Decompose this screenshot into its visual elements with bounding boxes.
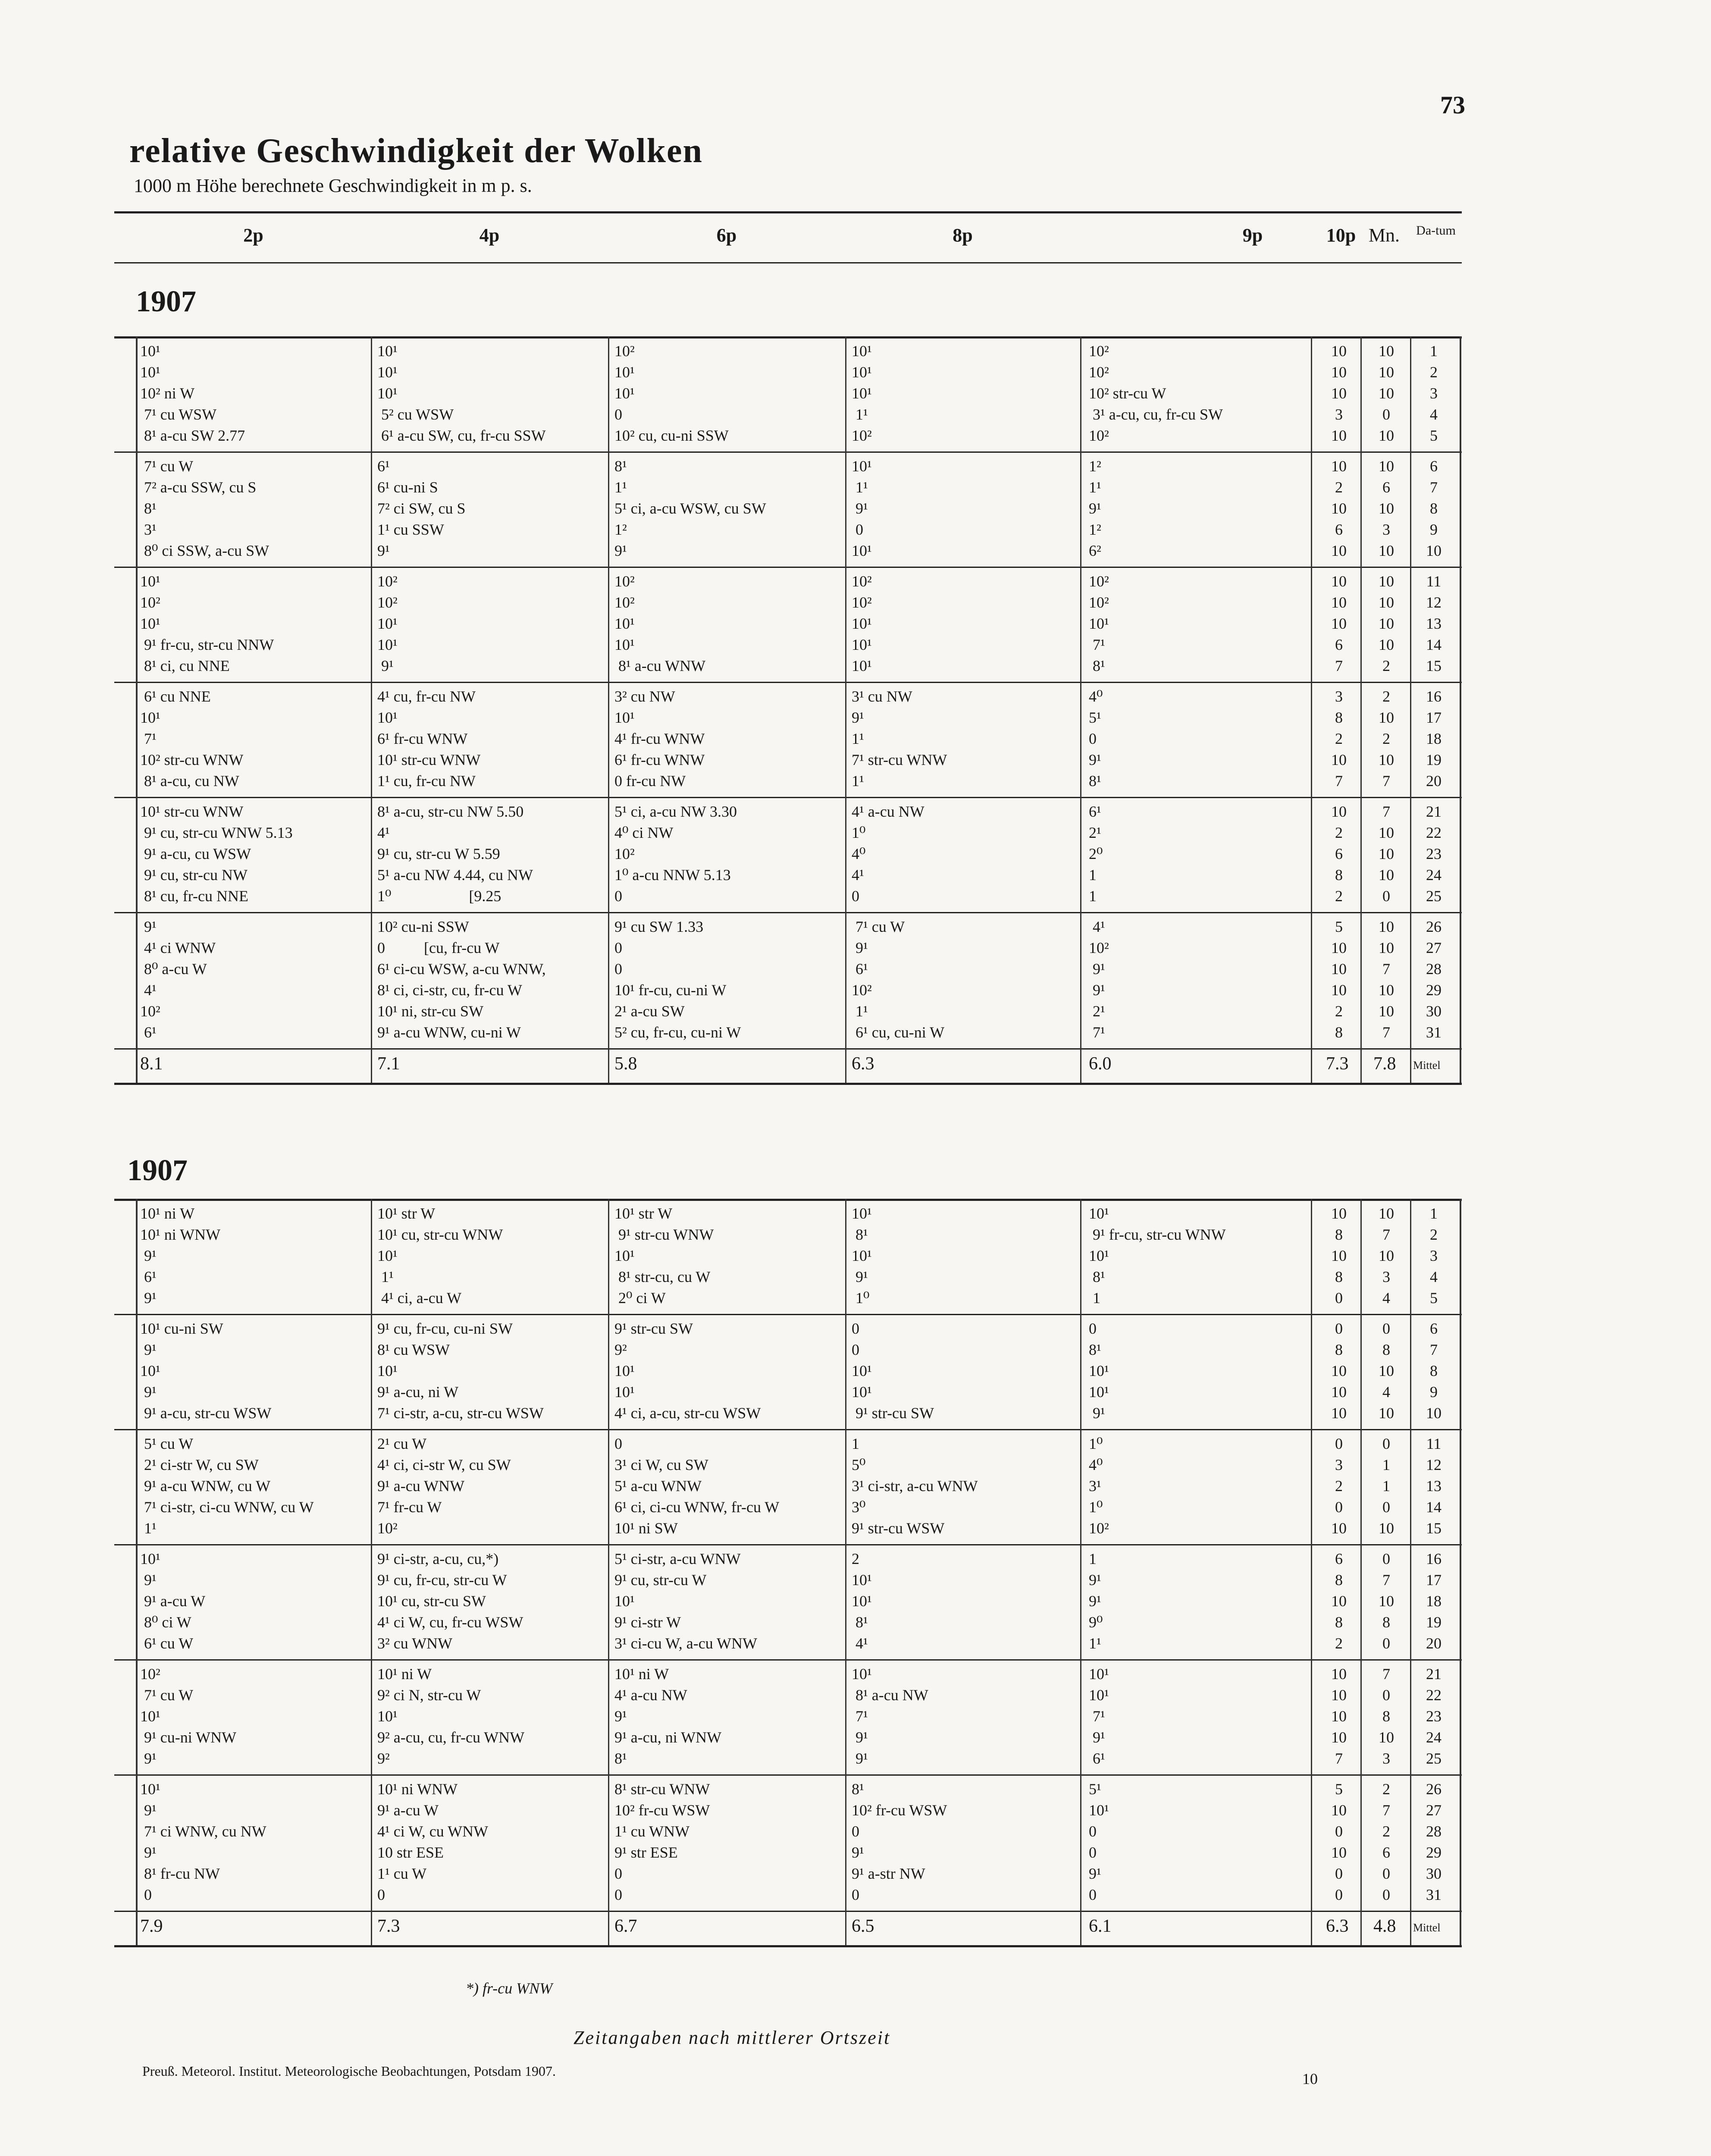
page-number: 73 bbox=[1440, 91, 1465, 119]
cloud-cell: 9¹ ci-str, a-cu, cu,*) 9¹ cu, fr-cu, str-cu W 10¹ cu, str-cu SW 4¹ ci W, cu, fr-cu WSW 3² cu WNW bbox=[377, 1550, 523, 1652]
value-mn: 8 bbox=[1382, 1614, 1390, 1631]
mittel-value: 5.8 bbox=[614, 1054, 637, 1074]
cloud-cell: 0 8¹ 10¹ 10¹ 9¹ bbox=[1089, 1320, 1109, 1422]
date-cell: 3 bbox=[1430, 1247, 1438, 1264]
cloud-cell: 10¹ 10¹ 10¹ 1¹ 10² bbox=[852, 342, 872, 444]
cloud-cell: 10² 10² 10¹ 10¹ 9¹ bbox=[377, 573, 398, 674]
cloud-cell: 9¹ 4¹ ci WNW 8⁰ a-cu W 4¹ 10² 6¹ bbox=[140, 918, 216, 1041]
date-cell: 31 bbox=[1426, 1024, 1442, 1041]
value-mn: 2 bbox=[1382, 688, 1390, 705]
value-10p: 10 bbox=[1331, 573, 1347, 590]
date-cell: 14 bbox=[1426, 636, 1442, 653]
date-cell: 7 bbox=[1430, 1341, 1438, 1358]
value-mn: 0 bbox=[1382, 1498, 1390, 1516]
value-10p: 5 bbox=[1335, 918, 1343, 935]
mittel-value: 7.8 bbox=[1373, 1054, 1396, 1074]
value-10p: 6 bbox=[1335, 1550, 1343, 1567]
mittel-label: Mittel bbox=[1413, 1921, 1441, 1934]
value-10p: 6 bbox=[1335, 636, 1343, 653]
date-cell: 9 bbox=[1430, 521, 1438, 538]
value-10p: 2 bbox=[1335, 887, 1343, 905]
value-10p: 3 bbox=[1335, 406, 1343, 423]
mittel-value: 6.3 bbox=[852, 1054, 874, 1074]
date-cell: 10 bbox=[1426, 1404, 1442, 1422]
cloud-cell: 1⁰ 4⁰ 3¹ 1⁰ 10² bbox=[1089, 1435, 1109, 1537]
cloud-cell: 1 9¹ 9¹ 9⁰ 1¹ bbox=[1089, 1550, 1103, 1652]
cloud-cell: 8¹ a-cu, str-cu NW 5.50 4¹ 9¹ cu, str-cu W 5.59 5¹ a-cu NW 4.44, cu NW 1⁰ [9.25 bbox=[377, 803, 533, 905]
value-10p: 10 bbox=[1331, 981, 1347, 999]
section-1907-b bbox=[114, 1121, 1462, 1979]
value-10p: 10 bbox=[1331, 1686, 1347, 1704]
date-cell: 16 bbox=[1426, 688, 1442, 705]
value-mn: 2 bbox=[1382, 730, 1390, 747]
value-10p: 10 bbox=[1331, 1802, 1347, 1819]
cloud-cell: 10¹ cu-ni SW 9¹ 10¹ 9¹ 9¹ a-cu, str-cu WSW bbox=[140, 1320, 272, 1422]
value-mn: 10 bbox=[1379, 615, 1394, 632]
column-header-6p: 6p bbox=[716, 225, 737, 246]
value-10p: 10 bbox=[1331, 939, 1347, 956]
value-mn: 10 bbox=[1379, 385, 1394, 402]
date-cell: 29 bbox=[1426, 981, 1442, 999]
column-header-datum: Da-tum bbox=[1416, 223, 1456, 238]
value-mn: 7 bbox=[1382, 1571, 1390, 1589]
date-cell: 12 bbox=[1426, 1456, 1442, 1473]
date-cell: 2 bbox=[1430, 364, 1438, 381]
cloud-cell: 1² 1¹ 9¹ 1² 6² bbox=[1089, 458, 1101, 559]
value-mn: 3 bbox=[1382, 1750, 1390, 1767]
column-header-2p: 2p bbox=[243, 225, 263, 246]
cloud-cell: 5¹ 10¹ 0 0 9¹ 0 bbox=[1089, 1780, 1109, 1903]
column-header-row bbox=[114, 211, 1462, 265]
value-mn: 1 bbox=[1382, 1477, 1390, 1495]
value-10p: 10 bbox=[1331, 1383, 1347, 1401]
cloud-cell: 10² 10² 10¹ 10¹ 10¹ bbox=[852, 573, 872, 674]
value-mn: 10 bbox=[1379, 542, 1394, 559]
date-cell: 29 bbox=[1426, 1844, 1442, 1861]
value-10p: 3 bbox=[1335, 688, 1343, 705]
value-mn: 10 bbox=[1379, 845, 1394, 862]
value-mn: 7 bbox=[1382, 1226, 1390, 1243]
cloud-cell: 10¹ ni WNW 9¹ a-cu W 4¹ ci W, cu WNW 10 str ESE 1¹ cu W 0 bbox=[377, 1780, 489, 1903]
cloud-cell: 10¹ ni W 4¹ a-cu NW 9¹ 9¹ a-cu, ni WNW 8¹ bbox=[614, 1665, 722, 1767]
cloud-cell: 8¹ str-cu WNW 10² fr-cu WSW 1¹ cu WNW 9¹ str ESE 0 0 bbox=[614, 1780, 710, 1903]
value-mn: 10 bbox=[1379, 636, 1394, 653]
value-mn: 0 bbox=[1382, 1550, 1390, 1567]
cloud-cell: 10² 10² 10¹ 10¹ 8¹ a-cu WNW bbox=[614, 573, 706, 674]
date-cell: 25 bbox=[1426, 887, 1442, 905]
mittel-value: 7.3 bbox=[377, 1916, 400, 1936]
mittel-label: Mittel bbox=[1413, 1059, 1441, 1072]
column-header-8p: 8p bbox=[953, 225, 973, 246]
date-cell: 10 bbox=[1426, 542, 1442, 559]
value-mn: 10 bbox=[1379, 939, 1394, 956]
cloud-cell: 10² 10² 10¹ 7¹ 8¹ bbox=[1089, 573, 1109, 674]
date-cell: 11 bbox=[1426, 1435, 1442, 1452]
date-cell: 27 bbox=[1426, 1802, 1442, 1819]
value-10p: 2 bbox=[1335, 1477, 1343, 1495]
value-mn: 10 bbox=[1379, 427, 1394, 444]
value-mn: 0 bbox=[1382, 1886, 1390, 1903]
value-10p: 10 bbox=[1331, 960, 1347, 978]
mittel-value: 7.1 bbox=[377, 1054, 400, 1074]
value-10p: 10 bbox=[1331, 364, 1347, 381]
value-mn: 4 bbox=[1382, 1383, 1390, 1401]
mittel-value: 6.3 bbox=[1326, 1916, 1349, 1936]
value-mn: 10 bbox=[1379, 709, 1394, 726]
cloud-cell: 3² cu NW 10¹ 4¹ fr-cu WNW 6¹ fr-cu WNW 0 fr-cu NW bbox=[614, 688, 705, 790]
value-10p: 8 bbox=[1335, 1571, 1343, 1589]
mittel-value: 7.9 bbox=[140, 1916, 163, 1936]
mittel-value: 8.1 bbox=[140, 1054, 163, 1074]
cloud-cell: 10¹ 8¹ 10¹ 9¹ 1⁰ bbox=[852, 1205, 872, 1307]
value-10p: 10 bbox=[1331, 1844, 1347, 1861]
date-cell: 23 bbox=[1426, 845, 1442, 862]
cloud-cell: 10² 10² 10² str-cu W 3¹ a-cu, cu, fr-cu SW 10² bbox=[1089, 342, 1223, 444]
value-mn: 10 bbox=[1379, 824, 1394, 841]
value-mn: 10 bbox=[1379, 364, 1394, 381]
mittel-value: 6.5 bbox=[852, 1916, 874, 1936]
date-cell: 23 bbox=[1426, 1708, 1442, 1725]
value-mn: 10 bbox=[1379, 1205, 1394, 1222]
value-10p: 0 bbox=[1335, 1498, 1343, 1516]
date-cell: 5 bbox=[1430, 427, 1438, 444]
date-cell: 31 bbox=[1426, 1886, 1442, 1903]
date-cell: 25 bbox=[1426, 1750, 1442, 1767]
cloud-cell: 10¹ ni W 9² ci N, str-cu W 10¹ 9² a-cu, cu, fr-cu WNW 9² bbox=[377, 1665, 525, 1767]
value-mn: 6 bbox=[1382, 479, 1390, 496]
cloud-cell: 10¹ str W 9¹ str-cu WNW 10¹ 8¹ str-cu, cu W 2⁰ ci W bbox=[614, 1205, 714, 1307]
value-mn: 7 bbox=[1382, 772, 1390, 790]
date-cell: 7 bbox=[1430, 479, 1438, 496]
cloud-cell: 8¹ 1¹ 5¹ ci, a-cu WSW, cu SW 1² 9¹ bbox=[614, 458, 766, 559]
cloud-cell: 10¹ 10¹ 10¹ 5² cu WSW 6¹ a-cu SW, cu, fr-cu SSW bbox=[377, 342, 546, 444]
value-10p: 10 bbox=[1331, 342, 1347, 360]
value-mn: 0 bbox=[1382, 406, 1390, 423]
cloud-cell: 9¹ cu, fr-cu, cu-ni SW 8¹ cu WSW 10¹ 9¹ a-cu, ni W 7¹ ci-str, a-cu, str-cu WSW bbox=[377, 1320, 544, 1422]
cloud-cell: 5¹ cu W 2¹ ci-str W, cu SW 9¹ a-cu WNW, cu W 7¹ ci-str, ci-cu WNW, cu W 1¹ bbox=[144, 1435, 314, 1537]
cloud-cell: 5¹ ci, a-cu NW 3.30 4⁰ ci NW 10² 1⁰ a-cu NNW 5.13 0 bbox=[614, 803, 737, 905]
value-mn: 7 bbox=[1382, 1024, 1390, 1041]
value-10p: 10 bbox=[1331, 803, 1347, 820]
value-10p: 10 bbox=[1331, 458, 1347, 475]
date-cell: 26 bbox=[1426, 1780, 1442, 1798]
value-10p: 10 bbox=[1331, 542, 1347, 559]
value-mn: 10 bbox=[1379, 751, 1394, 768]
value-10p: 8 bbox=[1335, 866, 1343, 884]
date-cell: 13 bbox=[1426, 615, 1442, 632]
value-10p: 2 bbox=[1335, 479, 1343, 496]
date-cell: 21 bbox=[1426, 803, 1442, 820]
cloud-cell: 10¹ 8¹ a-cu NW 7¹ 9¹ 9¹ bbox=[852, 1665, 928, 1767]
value-10p: 10 bbox=[1331, 385, 1347, 402]
date-cell: 26 bbox=[1426, 918, 1442, 935]
value-mn: 8 bbox=[1382, 1341, 1390, 1358]
value-10p: 10 bbox=[1331, 500, 1347, 517]
column-header-9p: 9p bbox=[1242, 225, 1263, 246]
date-cell: 22 bbox=[1426, 1686, 1442, 1704]
value-10p: 7 bbox=[1335, 772, 1343, 790]
value-10p: 0 bbox=[1335, 1886, 1343, 1903]
cloud-cell: 10¹ 10² 10¹ 9¹ fr-cu, str-cu NNW 8¹ ci, cu NNE bbox=[140, 573, 274, 674]
date-cell: 4 bbox=[1430, 406, 1438, 423]
value-mn: 0 bbox=[1382, 1635, 1390, 1652]
date-cell: 5 bbox=[1430, 1289, 1438, 1307]
cloud-cell: 10² 10¹ 10¹ 0 10² cu, cu-ni SSW bbox=[614, 342, 729, 444]
value-mn: 7 bbox=[1382, 960, 1390, 978]
value-mn: 0 bbox=[1382, 1320, 1390, 1337]
value-10p: 7 bbox=[1335, 657, 1343, 674]
value-10p: 10 bbox=[1331, 1520, 1347, 1537]
section-1907-a bbox=[114, 265, 1462, 1128]
cloud-cell: 4⁰ 5¹ 0 9¹ 8¹ bbox=[1089, 688, 1103, 790]
date-cell: 8 bbox=[1430, 500, 1438, 517]
value-10p: 8 bbox=[1335, 1226, 1343, 1243]
cloud-cell: 5¹ ci-str, a-cu WNW 9¹ cu, str-cu W 10¹ 9¹ ci-str W 3¹ ci-cu W, a-cu WNW bbox=[614, 1550, 758, 1652]
footnote: *) fr-cu WNW bbox=[466, 1980, 553, 1997]
value-10p: 7 bbox=[1335, 1750, 1343, 1767]
date-cell: 9 bbox=[1430, 1383, 1438, 1401]
date-cell: 3 bbox=[1430, 385, 1438, 402]
value-mn: 10 bbox=[1379, 342, 1394, 360]
value-10p: 10 bbox=[1331, 751, 1347, 768]
value-mn: 7 bbox=[1382, 1802, 1390, 1819]
mittel-value: 6.7 bbox=[614, 1916, 637, 1936]
cloud-cell: 10¹ 9¹ 9¹ a-cu W 8⁰ ci W 6¹ cu W bbox=[140, 1550, 206, 1652]
time-note: Zeitangaben nach mittlerer Ortszeit bbox=[573, 2027, 891, 2048]
bottom-number: 10 bbox=[1302, 2070, 1318, 2087]
date-cell: 18 bbox=[1426, 1592, 1442, 1610]
date-cell: 28 bbox=[1426, 1823, 1442, 1840]
value-mn: 0 bbox=[1382, 887, 1390, 905]
cloud-cell: 9¹ cu SW 1.33 0 0 10¹ fr-cu, cu-ni W 2¹ a-cu SW 5² cu, fr-cu, cu-ni W bbox=[614, 918, 741, 1041]
value-10p: 0 bbox=[1335, 1289, 1343, 1307]
date-cell: 30 bbox=[1426, 1003, 1442, 1020]
value-10p: 8 bbox=[1335, 1341, 1343, 1358]
cloud-cell: 10¹ ni W 10¹ ni WNW 9¹ 6¹ 9¹ bbox=[140, 1205, 221, 1307]
value-mn: 2 bbox=[1382, 657, 1390, 674]
value-mn: 10 bbox=[1379, 500, 1394, 517]
cloud-cell: 10¹ 9¹ 7¹ ci WNW, cu NW 9¹ 8¹ fr-cu NW 0 bbox=[140, 1780, 266, 1903]
cloud-cell: 10¹ 10¹ 7¹ 9¹ 6¹ bbox=[1089, 1665, 1109, 1767]
source-line: Preuß. Meteorol. Institut. Meteorologische Beobachtungen, Potsdam 1907. bbox=[142, 2063, 556, 2079]
cloud-cell: 1 5⁰ 3¹ ci-str, a-cu WNW 3⁰ 9¹ str-cu WSW bbox=[852, 1435, 978, 1537]
cloud-cell: 4¹ 10² 9¹ 9¹ 2¹ 7¹ bbox=[1089, 918, 1109, 1041]
cloud-cell: 4¹ cu, fr-cu NW 10¹ 6¹ fr-cu WNW 10¹ str-cu WNW 1¹ cu, fr-cu NW bbox=[377, 688, 481, 790]
cloud-cell: 0 3¹ ci W, cu SW 5¹ a-cu WNW 6¹ ci, ci-cu WNW, fr-cu W 10¹ ni SW bbox=[614, 1435, 780, 1537]
date-cell: 15 bbox=[1426, 1520, 1442, 1537]
value-10p: 10 bbox=[1331, 1205, 1347, 1222]
value-mn: 10 bbox=[1379, 458, 1394, 475]
year-label: 1907 bbox=[136, 285, 196, 318]
value-10p: 8 bbox=[1335, 1614, 1343, 1631]
value-10p: 10 bbox=[1331, 1247, 1347, 1264]
value-mn: 3 bbox=[1382, 521, 1390, 538]
mittel-value: 4.8 bbox=[1373, 1916, 1396, 1936]
page-subtitle: 1000 m Höhe berechnete Geschwindigkeit in m p. s. bbox=[134, 175, 532, 196]
value-10p: 8 bbox=[1335, 709, 1343, 726]
value-mn: 4 bbox=[1382, 1289, 1390, 1307]
cloud-cell: 6¹ 6¹ cu-ni S 7² ci SW, cu S 1¹ cu SSW 9¹ bbox=[377, 458, 466, 559]
value-10p: 6 bbox=[1335, 521, 1343, 538]
value-mn: 7 bbox=[1382, 803, 1390, 820]
column-header-4p: 4p bbox=[479, 225, 500, 246]
cloud-cell: 7¹ cu W 9¹ 6¹ 10² 1¹ 6¹ cu, cu-ni W bbox=[852, 918, 945, 1041]
date-cell: 1 bbox=[1430, 342, 1438, 360]
cloud-cell: 10¹ 9¹ fr-cu, str-cu WNW 10¹ 8¹ 1 bbox=[1089, 1205, 1226, 1307]
value-10p: 10 bbox=[1331, 1404, 1347, 1422]
mittel-value: 7.3 bbox=[1326, 1054, 1349, 1074]
value-10p: 6 bbox=[1335, 845, 1343, 862]
date-cell: 12 bbox=[1426, 594, 1442, 611]
value-10p: 10 bbox=[1331, 594, 1347, 611]
value-10p: 10 bbox=[1331, 1665, 1347, 1683]
value-mn: 8 bbox=[1382, 1708, 1390, 1725]
column-header-10p: 10p bbox=[1326, 225, 1356, 246]
cloud-cell: 10¹ 1¹ 9¹ 0 10¹ bbox=[852, 458, 872, 559]
page-title: relative Geschwindigkeit der Wolken bbox=[129, 132, 703, 170]
value-mn: 10 bbox=[1379, 1247, 1394, 1264]
cloud-cell: 3¹ cu NW 9¹ 1¹ 7¹ str-cu WNW 1¹ bbox=[852, 688, 947, 790]
value-mn: 0 bbox=[1382, 1865, 1390, 1882]
value-mn: 3 bbox=[1382, 1268, 1390, 1285]
value-mn: 0 bbox=[1382, 1686, 1390, 1704]
value-10p: 10 bbox=[1331, 1362, 1347, 1379]
date-cell: 28 bbox=[1426, 960, 1442, 978]
value-mn: 10 bbox=[1379, 866, 1394, 884]
date-cell: 14 bbox=[1426, 1498, 1442, 1516]
value-mn: 7 bbox=[1382, 1665, 1390, 1683]
cloud-cell: 9¹ str-cu SW 9² 10¹ 10¹ 4¹ ci, a-cu, str-cu WSW bbox=[614, 1320, 761, 1422]
date-cell: 13 bbox=[1426, 1477, 1442, 1495]
date-cell: 1 bbox=[1430, 1205, 1438, 1222]
value-mn: 2 bbox=[1382, 1780, 1390, 1798]
value-mn: 10 bbox=[1379, 1003, 1394, 1020]
date-cell: 21 bbox=[1426, 1665, 1442, 1683]
value-mn: 10 bbox=[1379, 1592, 1394, 1610]
value-10p: 2 bbox=[1335, 730, 1343, 747]
date-cell: 19 bbox=[1426, 1614, 1442, 1631]
value-10p: 8 bbox=[1335, 1024, 1343, 1041]
date-cell: 20 bbox=[1426, 772, 1442, 790]
cloud-cell: 2¹ cu W 4¹ ci, ci-str W, cu SW 9¹ a-cu WNW 7¹ fr-cu W 10² bbox=[377, 1435, 511, 1537]
date-cell: 24 bbox=[1426, 1729, 1442, 1746]
value-10p: 0 bbox=[1335, 1823, 1343, 1840]
date-cell: 16 bbox=[1426, 1550, 1442, 1567]
year-label: 1907 bbox=[127, 1154, 188, 1187]
value-10p: 5 bbox=[1335, 1780, 1343, 1798]
cloud-cell: 10¹ str W 10¹ cu, str-cu WNW 10¹ 1¹ 4¹ ci, a-cu W bbox=[377, 1205, 503, 1307]
date-cell: 20 bbox=[1426, 1635, 1442, 1652]
value-mn: 10 bbox=[1379, 573, 1394, 590]
date-cell: 6 bbox=[1430, 458, 1438, 475]
value-10p: 2 bbox=[1335, 824, 1343, 841]
value-10p: 10 bbox=[1331, 427, 1347, 444]
value-10p: 8 bbox=[1335, 1268, 1343, 1285]
cloud-cell: 10¹ str-cu WNW 9¹ cu, str-cu WNW 5.13 9¹ a-cu, cu WSW 9¹ cu, str-cu NW 8¹ cu, fr-cu NNE bbox=[140, 803, 293, 905]
value-10p: 0 bbox=[1335, 1865, 1343, 1882]
cloud-cell: 10² cu-ni SSW 0 [cu, fr-cu W 6¹ ci-cu WSW, a-cu WNW, 8¹ ci, ci-str, cu, fr-cu W 10¹ ni, str-cu SW 9¹ a-cu WNW, cu-ni W bbox=[377, 918, 546, 1041]
cloud-cell: 2 10¹ 10¹ 8¹ 4¹ bbox=[852, 1550, 872, 1652]
date-cell: 27 bbox=[1426, 939, 1442, 956]
value-10p: 0 bbox=[1335, 1435, 1343, 1452]
value-10p: 10 bbox=[1331, 615, 1347, 632]
value-mn: 10 bbox=[1379, 1729, 1394, 1746]
date-cell: 17 bbox=[1426, 1571, 1442, 1589]
value-10p: 10 bbox=[1331, 1592, 1347, 1610]
date-cell: 2 bbox=[1430, 1226, 1438, 1243]
value-mn: 6 bbox=[1382, 1844, 1390, 1861]
cloud-cell: 10² 7¹ cu W 10¹ 9¹ cu-ni WNW 9¹ bbox=[140, 1665, 237, 1767]
value-mn: 10 bbox=[1379, 1404, 1394, 1422]
value-10p: 3 bbox=[1335, 1456, 1343, 1473]
value-10p: 0 bbox=[1335, 1320, 1343, 1337]
value-mn: 10 bbox=[1379, 981, 1394, 999]
cloud-cell: 7¹ cu W 7² a-cu SSW, cu S 8¹ 3¹ 8⁰ ci SSW, a-cu SW bbox=[144, 458, 269, 559]
date-cell: 19 bbox=[1426, 751, 1442, 768]
date-cell: 22 bbox=[1426, 824, 1442, 841]
cloud-cell: 6¹ 2¹ 2⁰ 1 1 bbox=[1089, 803, 1103, 905]
value-mn: 10 bbox=[1379, 594, 1394, 611]
value-mn: 10 bbox=[1379, 918, 1394, 935]
value-mn: 10 bbox=[1379, 1520, 1394, 1537]
date-cell: 8 bbox=[1430, 1362, 1438, 1379]
value-10p: 2 bbox=[1335, 1003, 1343, 1020]
date-cell: 15 bbox=[1426, 657, 1442, 674]
cloud-cell: 8¹ 10² fr-cu WSW 0 9¹ 9¹ a-str NW 0 bbox=[852, 1780, 947, 1903]
cloud-cell: 10¹ 10¹ 10² ni W 7¹ cu WSW 8¹ a-cu SW 2.77 bbox=[140, 342, 245, 444]
cloud-cell: 6¹ cu NNE 10¹ 7¹ 10² str-cu WNW 8¹ a-cu, cu NW bbox=[140, 688, 244, 790]
cloud-cell: 4¹ a-cu NW 1⁰ 4⁰ 4¹ 0 bbox=[852, 803, 924, 905]
value-mn: 10 bbox=[1379, 1362, 1394, 1379]
value-mn: 0 bbox=[1382, 1435, 1390, 1452]
date-cell: 11 bbox=[1426, 573, 1442, 590]
cloud-cell: 0 0 10¹ 10¹ 9¹ str-cu SW bbox=[852, 1320, 934, 1422]
date-cell: 18 bbox=[1426, 730, 1442, 747]
value-10p: 10 bbox=[1331, 1708, 1347, 1725]
value-10p: 2 bbox=[1335, 1635, 1343, 1652]
column-header-mn: Mn. bbox=[1368, 225, 1400, 246]
value-mn: 1 bbox=[1382, 1456, 1390, 1473]
date-cell: 30 bbox=[1426, 1865, 1442, 1882]
value-10p: 10 bbox=[1331, 1729, 1347, 1746]
date-cell: 17 bbox=[1426, 709, 1442, 726]
value-mn: 2 bbox=[1382, 1823, 1390, 1840]
date-cell: 24 bbox=[1426, 866, 1442, 884]
date-cell: 4 bbox=[1430, 1268, 1438, 1285]
mittel-value: 6.1 bbox=[1089, 1916, 1112, 1936]
mittel-value: 6.0 bbox=[1089, 1054, 1112, 1074]
date-cell: 6 bbox=[1430, 1320, 1438, 1337]
